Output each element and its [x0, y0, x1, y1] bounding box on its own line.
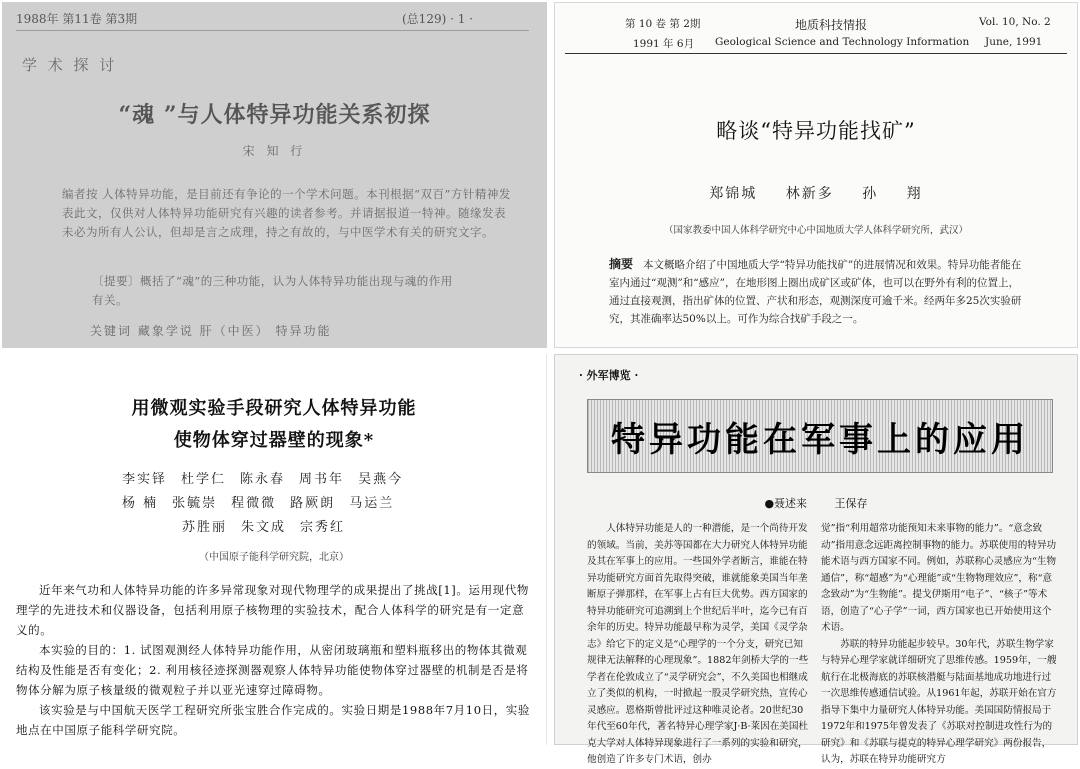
affiliation: （国家教委中国人体科学研究中心中国地质大学人体科学研究所，武汉） [663, 225, 968, 236]
journal-header-left: 1988年 第11卷 第3期 [16, 12, 138, 26]
editor-note: 编者按 人体特异功能，是目前还有争论的一个学术问题。本刊根据“双百”方针精神发表此文，仅供对人体特异功能研究有兴趣的读者参考。并请据报道一特神。随缘发表未必为所有人公认，但却是言之成理，持之有故的，与中医学术有关的研究文字。 [62, 187, 511, 239]
article-authors: ●聂述来 王保存 [764, 497, 868, 510]
header-rule [16, 30, 529, 31]
author-row-1 [122, 468, 417, 487]
header-volume-en: Vol. 10, No. 2 [979, 16, 1051, 28]
text-column-left: 人体特异功能是人的一种潜能，是一个尚待开发的领域。当前，美苏等国都在大力研究人体特异功能及其在军事上的应用。一些国外学者断言，谁能在特异功能研究方面首先取得突破，谁就能象美国当年垄断原子弹那样，在军事上占有巨大优势。西方国家的特异功能研究可追溯到上个世纪后半叶，迄今已有百余年的历史。特异功能最早称为灵学，美国《灵学杂志》给它下的定义是“心理学的一个分支，研究已知规律无法解释的心理现象”。1882年剑桥大学的一些学者在伦敦成立了“灵学研究会”，不久美国也相继成立了类似的机构，一时掀起一股灵学研究热，宣传心灵感应。恩格斯曾批评过这种唯灵论者。20世纪30年代至60年代，著名特异心理学家J·B·莱因在美国杜克大学对人体特异现象进行了一系列的实验和研究，他创造了许多专门术语，创办 [587, 523, 809, 765]
header-rule [565, 53, 1067, 54]
body-para-1: 近年来气功和人体特异功能的许多异常现象对现代物理学的成果提出了挑战[1]。运用现代物理学的先进技术和仪器设备，包括利用原子核物理的实验技术，配合人体科学的研究是有一定意义的。 [16, 583, 529, 637]
article-scan-4 [554, 354, 1078, 765]
abstract [609, 255, 1029, 328]
author-name: 吴燕今 [358, 472, 404, 487]
article-authors: 郑锦城 林新多 孙 翔 [709, 186, 923, 202]
author-name: 马运兰 [349, 496, 395, 511]
abstract: 〔提要〕概括了“魂”的三种功能，认为人体特异功能出现与魂的作用有关。 [92, 274, 453, 307]
article-scan-2 [554, 2, 1078, 348]
article-scan-1 [2, 2, 547, 348]
author-name: 杜学仁 [181, 472, 227, 487]
author-name: 朱文成 [241, 520, 287, 535]
column-paragraph: 觉”指“利用超常功能预知未来事物的能力”。“意念致动”指用意念远距离控制事物的能力。苏联使用的特异功能术语与西方国家不同。例如，苏联称心灵感应为“生物通信”，称“超感”为“心理能”或“生物物理效应”，称“意念致动”为“生物能”。提戈伊斯用“电子”、“核子”等术语，创造了“心子学”一词，西方国家也已开始使用这个术语。 [821, 523, 1057, 633]
author-name: 杨 楠 [122, 496, 159, 511]
article-title: “魂 ”与人体特异功能关系初探 [118, 102, 431, 128]
article-scan-3 [2, 354, 547, 745]
author-name: 周书年 [299, 472, 345, 487]
journal-header-right: (总129) · 1 · [402, 12, 473, 26]
keywords: 关键词 藏象学说 肝（中医） 特异功能 [90, 324, 332, 338]
affiliation: （中国原子能科学研究院，北京） [199, 552, 349, 563]
banner-title: 特异功能在军事上的应用 [611, 420, 1029, 460]
author-row-3 [182, 516, 359, 535]
text-column-right [821, 521, 1057, 769]
article-title-line2: 使物体穿过器壁的现象* [173, 430, 375, 451]
author-name: 苏胜丽 [182, 520, 228, 535]
header-volume: 第 10 卷 第 2期 [625, 18, 701, 30]
author-name: 宗秀红 [300, 520, 346, 535]
author-name: 路厥朗 [290, 496, 336, 511]
column-label: 学 术 探 讨 [22, 56, 118, 74]
author-name: 李实铎 [122, 472, 168, 487]
header-date: 1991 年 6月 [633, 38, 695, 50]
body-para-2: 本实验的目的：1. 试图观测经人体特异功能作用，从密闭玻璃瓶和塑料瓶移出的物体其微观结构及性能是否有变化；2. 利用核径迹探测器观察人体特异功能使物体穿过器壁的机制是否是将物体分解为原子核量级的微观粒子并以亚光速穿过障碍物。 [16, 643, 529, 697]
title-banner [587, 399, 1053, 473]
article-title-line1: 用微观实验手段研究人体特异功能 [131, 398, 417, 419]
author-name: 程微微 [231, 496, 277, 511]
author-row-2 [122, 492, 408, 511]
body-para-3: 该实验是与中国航天医学工程研究所张宝胜合作完成的。实验日期是1988年7月10日，实验地点在中国原子能科学研究院。 [16, 703, 531, 737]
column-label: · 外军博览 · [579, 369, 639, 382]
article-title: 略谈“特异功能找矿” [716, 119, 916, 143]
author-name: 张毓崇 [172, 496, 218, 511]
abstract-label: 摘要 [609, 257, 634, 271]
article-author: 宋 知 行 [242, 144, 307, 158]
abstract-text: 本文概略介绍了中国地质大学“特异功能找矿”的进展情况和效果。特异功能者能在室内通过“观测”和“感应”，在地形图上圈出成矿区或矿体，也可以在野外有利的位置上，通过直接观测，指出矿体的位置、产状和形态，观测深度可逾千米。经两年多25次实验研究，其准确率达50%以上。可作为综合找矿手段之一。 [609, 259, 1022, 325]
header-date-en: June, 1991 [985, 36, 1043, 48]
journal-name-en: Geological Science and Technology Information [715, 36, 970, 48]
journal-name: 地质科技情报 [795, 18, 868, 32]
column-paragraph: 苏联的特异功能起步较早。30年代，苏联生物学家与特异心理学家就详细研究了思维传感。1959年，一艘航行在北极海底的苏联核潜艇与陆面基地成功地进行过一次思维传感通信试验。从1961年起，苏联开始在官方指导下集中力量研究人体特异功能。美国国防情报局于1972年和1975年曾发表了《苏联对控制进攻性行为的研究》和《苏联与提克的特异心理学研究》两份报告，认为，苏联在特异功能研究方 [821, 638, 1057, 765]
author-name: 陈永春 [240, 472, 286, 487]
